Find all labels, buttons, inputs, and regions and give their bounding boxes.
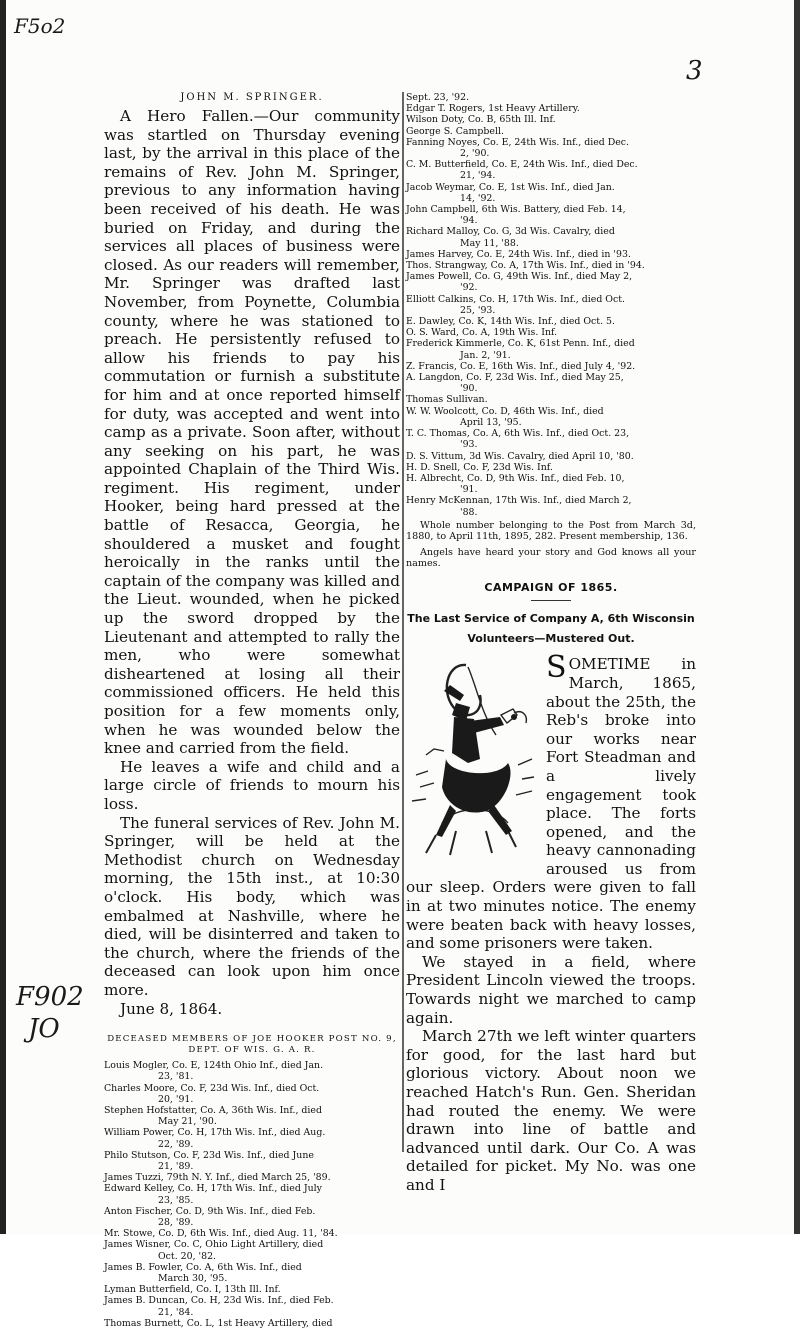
list-item: Fanning Noyes, Co. E, 24th Wis. Inf., died Dec. 2, '90. [406,136,630,160]
page-number: 3 [686,56,703,86]
list-item: W. W. Woolcott, Co. D, 46th Wis. Inf., died April 13, '95. [406,405,604,428]
handwritten-note-bottom-1: F902 [16,982,84,1012]
campaign-paragraph-3: March 27th we left winter quarters for good, for the last hard but glorious victory. About noon we reached Hatch's Run. Gen. Sheridan had routed the enemy. We were drawn into line of battle and advanced until dark. Our Co. A was detailed for picket. My No. was one and I [406,1027,696,1194]
list-item: D. S. Vittum, 3d Wis. Cavalry, died April 10, '80. [406,450,634,462]
list-item: Mr. Stowe, Co. D, 6th Wis. Inf., died Aug. 11, '84. [104,1228,338,1240]
list-item: James B. Fowler, Co. A, 6th Wis. Inf., died March 30, '95. [104,1261,302,1284]
list-item: H. D. Snell, Co. F, 23d Wis. Inf. [406,461,553,473]
list-item: James B. Duncan, Co. H, 23d Wis. Inf., died Feb. 21, '84. [104,1295,334,1318]
list-item: Jacob Weymar, Co. E, 1st Wis. Inf., died Jan. 14, '92. [406,181,615,204]
handwritten-note-bottom-2: JO [28,1014,60,1044]
article-date: June 8, 1864. [120,999,223,1018]
list-item: Elliott Calkins, Co. H, 17th Wis. Inf., died Oct. 25, '93. [406,293,625,316]
article-paragraph-2: He leaves a wife and child and a large circle of friends to mourn his loss. [104,757,400,813]
list-item: Frederick Kimmerle, Co. K, 61st Penn. Inf., died Jan. 2, '91. [406,338,635,361]
right-column [406,92,696,1195]
list-item: Lyman Butterfield, Co. I, 13th Ill. Inf. [104,1284,281,1296]
list-item: James Harvey, Co. E, 24th Wis. Inf., died in '93. [406,248,631,260]
list-item: Anton Fischer, Co. D, 9th Wis. Inf., died Feb. 28, '89. [104,1205,316,1228]
list-item: Louis Mogler, Co. E, 124th Ohio Inf., died Jan. 23, '81. [104,1060,324,1083]
list-item: James Tuzzi, 79th N. Y. Inf., died March 25, '89. [104,1172,331,1184]
list-item: Wilson Doty, Co. B, 65th Ill. Inf. [406,114,556,126]
list-item: James Wisner, Co. C, Ohio Light Artillery, died Oct. 20, '82. [104,1239,324,1262]
left-column [104,92,400,1329]
list-item: Henry McKennan, 17th Wis. Inf., died March 2, '88. [406,495,632,518]
list-item: Edward Kelley, Co. H, 17th Wis. Inf., died July 23, '85. [104,1183,322,1206]
list-item: Thomas Burnett, Co. L, 1st Heavy Artillery, died [104,1317,333,1329]
list-item: John Campbell, 6th Wis. Battery, died Feb. 14, '94. [406,204,626,227]
list-item: Edgar T. Rogers, 1st Heavy Artillery. [406,103,580,115]
closing-line: Angels have heard your story and God knows all your names. [406,546,696,569]
campaign-paragraph-1: SOMETIME in March, 1865, about the 25th, the Reb's broke into our works near Fort Steadman and a lively engagement took place. The forts opened, and the heavy cannonading aroused us from our sleep. Orders were given to fall in at two minutes notice. The enemy were beaten back with heavy losses, and some prisoners were taken. [406,650,696,953]
list-item: Philo Stutson, Co. F, 23d Wis. Inf., died June 21, '89. [104,1149,314,1172]
members-list-heading: DECEASED MEMBERS OF JOE HOOKER POST NO. 9, DEPT. OF WIS. G. A. R. [107,1034,397,1056]
list-item: A. Langdon, Co. F, 23d Wis. Inf., died May 25, '90. [406,372,624,395]
list-item: George S. Campbell. [406,125,504,137]
list-item: William Power, Co. H, 17th Wis. Inf., died Aug. 22, '89. [104,1127,326,1150]
list-item: O. S. Ward, Co. A, 19th Wis. Inf. [406,327,558,339]
list-item: Charles Moore, Co. F, 23d Wis. Inf., died Oct. 20, '91. [104,1082,320,1105]
list-item: Sept. 23, '92. [406,92,470,103]
members-list-left [104,1060,400,1329]
list-item: Richard Malloy, Co. G, 3d Wis. Cavalry, died May 11, '88. [406,226,615,249]
list-item: Stephen Hofstatter, Co. A, 36th Wis. Inf., died May 21, '90. [104,1104,322,1128]
list-item: T. C. Thomas, Co. A, 6th Wis. Inf., died Oct. 23, '93. [406,428,630,451]
column-divider [402,92,404,1152]
list-item: H. Albrecht, Co. D, 9th Wis. Inf., died Feb. 10, '91. [406,472,625,496]
list-item: E. Dawley, Co. K, 14th Wis. Inf., died Oct. 5. [406,316,615,328]
campaign-paragraph-2: We stayed in a field, where President Lincoln viewed the troops. Towards night we marched to camp again. [406,952,696,1027]
list-item: Thos. Strangway, Co. A, 17th Wis. Inf., died in '94. [406,260,645,272]
list-item: Thomas Sullivan. [406,394,488,406]
list-item: James Powell, Co. G, 49th Wis. Inf., died May 2, '92. [406,271,633,294]
drop-cap-letter: S [546,650,567,686]
campaign-subheading: The Last Service of Company A, 6th Wisconsin Volunteers—Mustered Out. [407,612,695,646]
post-membership-note: Whole number belonging to the Post from March 3d, 1880, to April 11th, 1895, 282. Present membership, 136. [406,519,696,543]
handwritten-note-top: F5o2 [14,14,66,38]
scan-edge-left [0,0,6,1234]
list-item: Z. Francis, Co. E, 16th Wis. Inf., died July 4, '92. [406,360,636,372]
heading-rule [531,600,571,601]
article-paragraph-3: The funeral services of Rev. John M. Springer, will be held at the Methodist church on Wednesday morning, the 15th inst., at 10:30 o'clock. His body, which was embalmed at Nashville, where he died, will be disinterred and taken to the church, where the friends of the deceased can look upon him once more. [104,813,400,999]
members-list-right [406,92,696,518]
soldier-horse-illustration [406,655,540,865]
article-paragraph-1: A Hero Fallen.—Our community was startled on Thursday evening last, by the arrival in this place of the remains of Rev. John M. Springer, previous to any information having been received of his death. He was buried on Friday, and during the services all places of business were closed. As our readers will remember, Mr. Springer was drafted last November, from Poynette, Columbia county, where he was stationed to preach. He persistently refused to allow his friends to pay his commutation or furnish a substitute for him and at once reported himself for duty, was accepted and went into camp as a private. Soon after, without any seeking on his part, he was appointed Chaplain of the Third Wis. regiment. His regiment, under Hooker, being hard pressed at the battle of Resacca, Georgia, he shouldered a musket and fought heroically in the ranks until the captain of the company was killed and the Lieut. wounded, when he picked up the sword dropped by the Lieutenant and attempted to rally the men, who were somewhat disheartened at losing all their commissioned officers. He held this position for a few moments only, when he was wounded below the knee and carried from the field. [104,107,400,758]
list-item: C. M. Butterfield, Co. E, 24th Wis. Inf., died Dec. 21, '94. [406,159,638,182]
campaign-heading: CAMPAIGN OF 1865. [484,581,618,595]
scan-edge-right [794,0,800,1234]
article-heading: JOHN M. SPRINGER. [180,92,324,103]
